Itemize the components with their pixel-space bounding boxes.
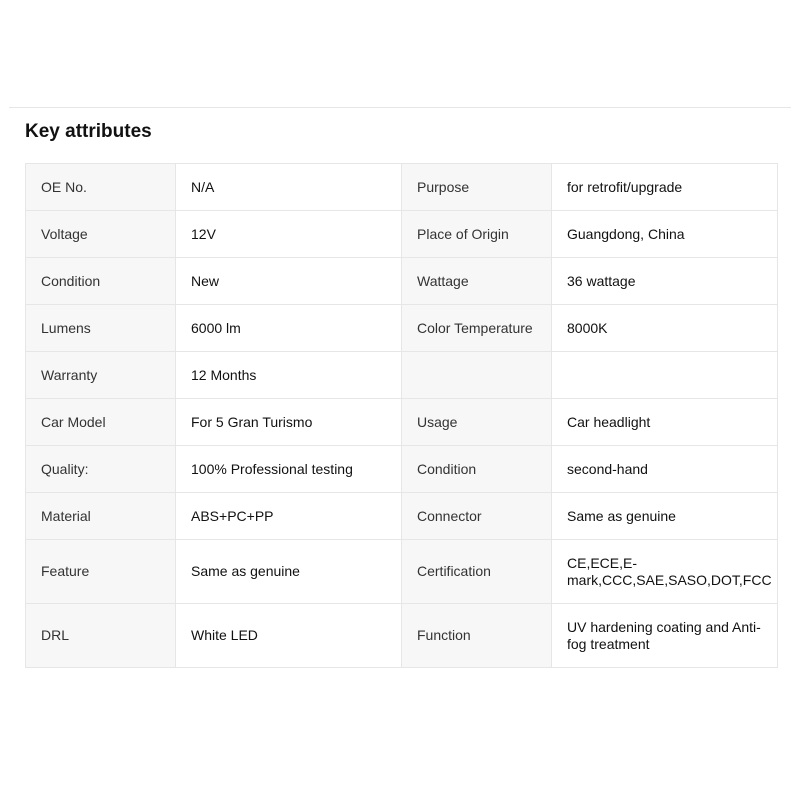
attribute-label: Condition (26, 258, 176, 305)
attribute-value: Same as genuine (552, 493, 778, 540)
attribute-value: 36 wattage (552, 258, 778, 305)
attribute-label: Wattage (402, 258, 552, 305)
table-row (26, 604, 778, 668)
attribute-label: Condition (402, 446, 552, 493)
attribute-value: UV hardening coating and Anti-fog treatment (552, 604, 778, 668)
attribute-value: White LED (176, 604, 402, 668)
attribute-value: 100% Professional testing (176, 446, 402, 493)
table-row (26, 305, 778, 352)
attribute-label: OE No. (26, 164, 176, 211)
attribute-label: Voltage (26, 211, 176, 258)
attribute-label: Usage (402, 399, 552, 446)
attribute-label: Warranty (26, 352, 176, 399)
attribute-label: Quality: (26, 446, 176, 493)
top-divider (9, 107, 791, 108)
attribute-value: New (176, 258, 402, 305)
attribute-value: Guangdong, China (552, 211, 778, 258)
attribute-label: Color Temperature (402, 305, 552, 352)
attribute-value: Same as genuine (176, 540, 402, 604)
attribute-label: Feature (26, 540, 176, 604)
attribute-label: Material (26, 493, 176, 540)
attribute-label: DRL (26, 604, 176, 668)
table-row (26, 164, 778, 211)
attribute-label: Function (402, 604, 552, 668)
attribute-label: Place of Origin (402, 211, 552, 258)
table-row (26, 352, 778, 399)
section-title: Key attributes (25, 121, 152, 142)
attribute-value: 12 Months (176, 352, 402, 399)
attribute-value: ABS+PC+PP (176, 493, 402, 540)
table-row (26, 540, 778, 604)
attribute-label: Purpose (402, 164, 552, 211)
table-row (26, 446, 778, 493)
table-row (26, 258, 778, 305)
table-row (26, 211, 778, 258)
attribute-value: 12V (176, 211, 402, 258)
attribute-value: second-hand (552, 446, 778, 493)
attribute-label: Car Model (26, 399, 176, 446)
attribute-value: For 5 Gran Turismo (176, 399, 402, 446)
attribute-label-empty (402, 352, 552, 399)
attributes-table (25, 163, 778, 668)
attribute-value: Car headlight (552, 399, 778, 446)
attribute-label: Certification (402, 540, 552, 604)
attribute-label: Lumens (26, 305, 176, 352)
table-row (26, 493, 778, 540)
attribute-value-empty (552, 352, 778, 399)
table-row (26, 399, 778, 446)
attribute-value: N/A (176, 164, 402, 211)
attribute-value: 8000K (552, 305, 778, 352)
attribute-label: Connector (402, 493, 552, 540)
attribute-value: 6000 lm (176, 305, 402, 352)
attribute-value: CE,ECE,E-mark,CCC,SAE,SASO,DOT,FCC (552, 540, 778, 604)
attribute-value: for retrofit/upgrade (552, 164, 778, 211)
